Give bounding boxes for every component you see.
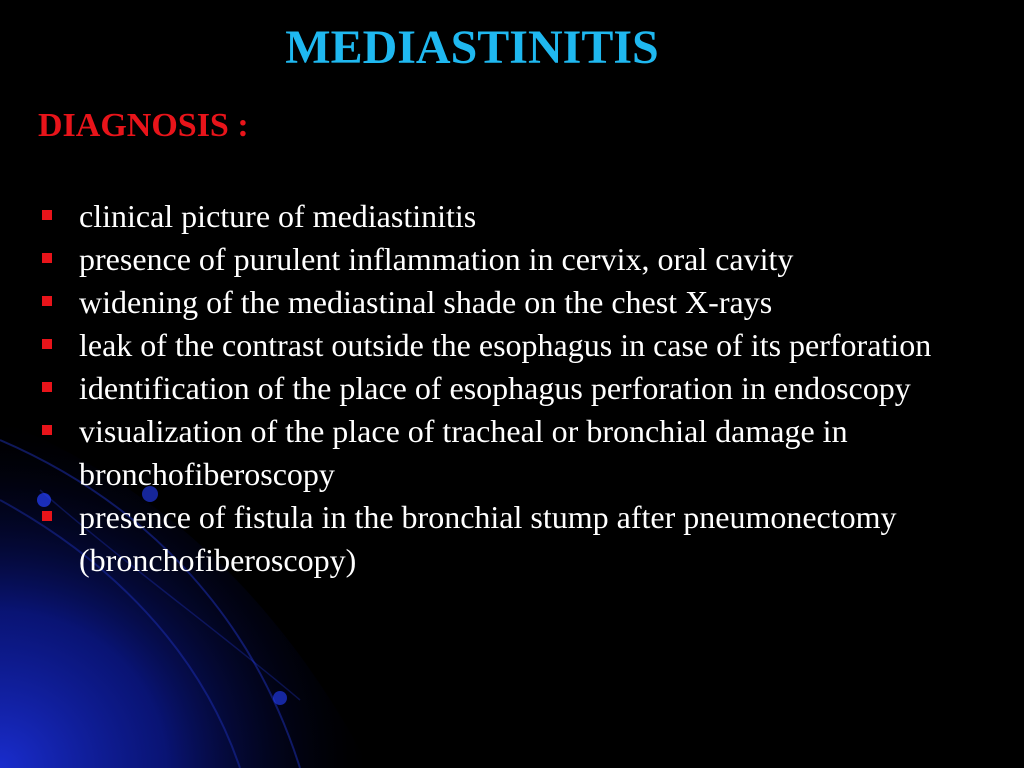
- square-bullet-icon: [42, 296, 52, 306]
- bullet-item: [38, 195, 1008, 238]
- square-bullet-icon: [42, 425, 52, 435]
- slide-title: MEDIASTINITIS: [285, 21, 659, 74]
- bullet-item: [38, 496, 1008, 582]
- bullet-item: [38, 281, 1008, 324]
- bullet-text: identification of the place of esophagus perforation in endoscopy: [79, 370, 911, 406]
- bullet-text: widening of the mediastinal shade on the chest X-rays: [79, 284, 773, 320]
- square-bullet-icon: [42, 339, 52, 349]
- square-bullet-icon: [42, 210, 52, 220]
- bullet-text: leak of the contrast outside the esophagus in case of its perforation: [79, 327, 932, 363]
- bullet-text: clinical picture of mediastinitis: [79, 198, 477, 234]
- square-bullet-icon: [42, 253, 52, 263]
- square-bullet-icon: [42, 511, 52, 521]
- bullet-item: [38, 238, 1008, 281]
- bullet-item: [38, 324, 1008, 367]
- square-bullet-icon: [42, 382, 52, 392]
- bullet-item: [38, 367, 1008, 410]
- bullet-text: presence of fistula in the bronchial stump after pneumonectomy (bronchofiberoscopy): [79, 499, 897, 578]
- section-heading: DIAGNOSIS :: [38, 107, 249, 144]
- bullet-list: [38, 195, 1008, 582]
- bullet-text: visualization of the place of tracheal or bronchial damage in bronchofiberoscopy: [79, 413, 848, 492]
- bullet-item: [38, 410, 1008, 496]
- bullet-text: presence of purulent inflammation in cervix, oral cavity: [79, 241, 794, 277]
